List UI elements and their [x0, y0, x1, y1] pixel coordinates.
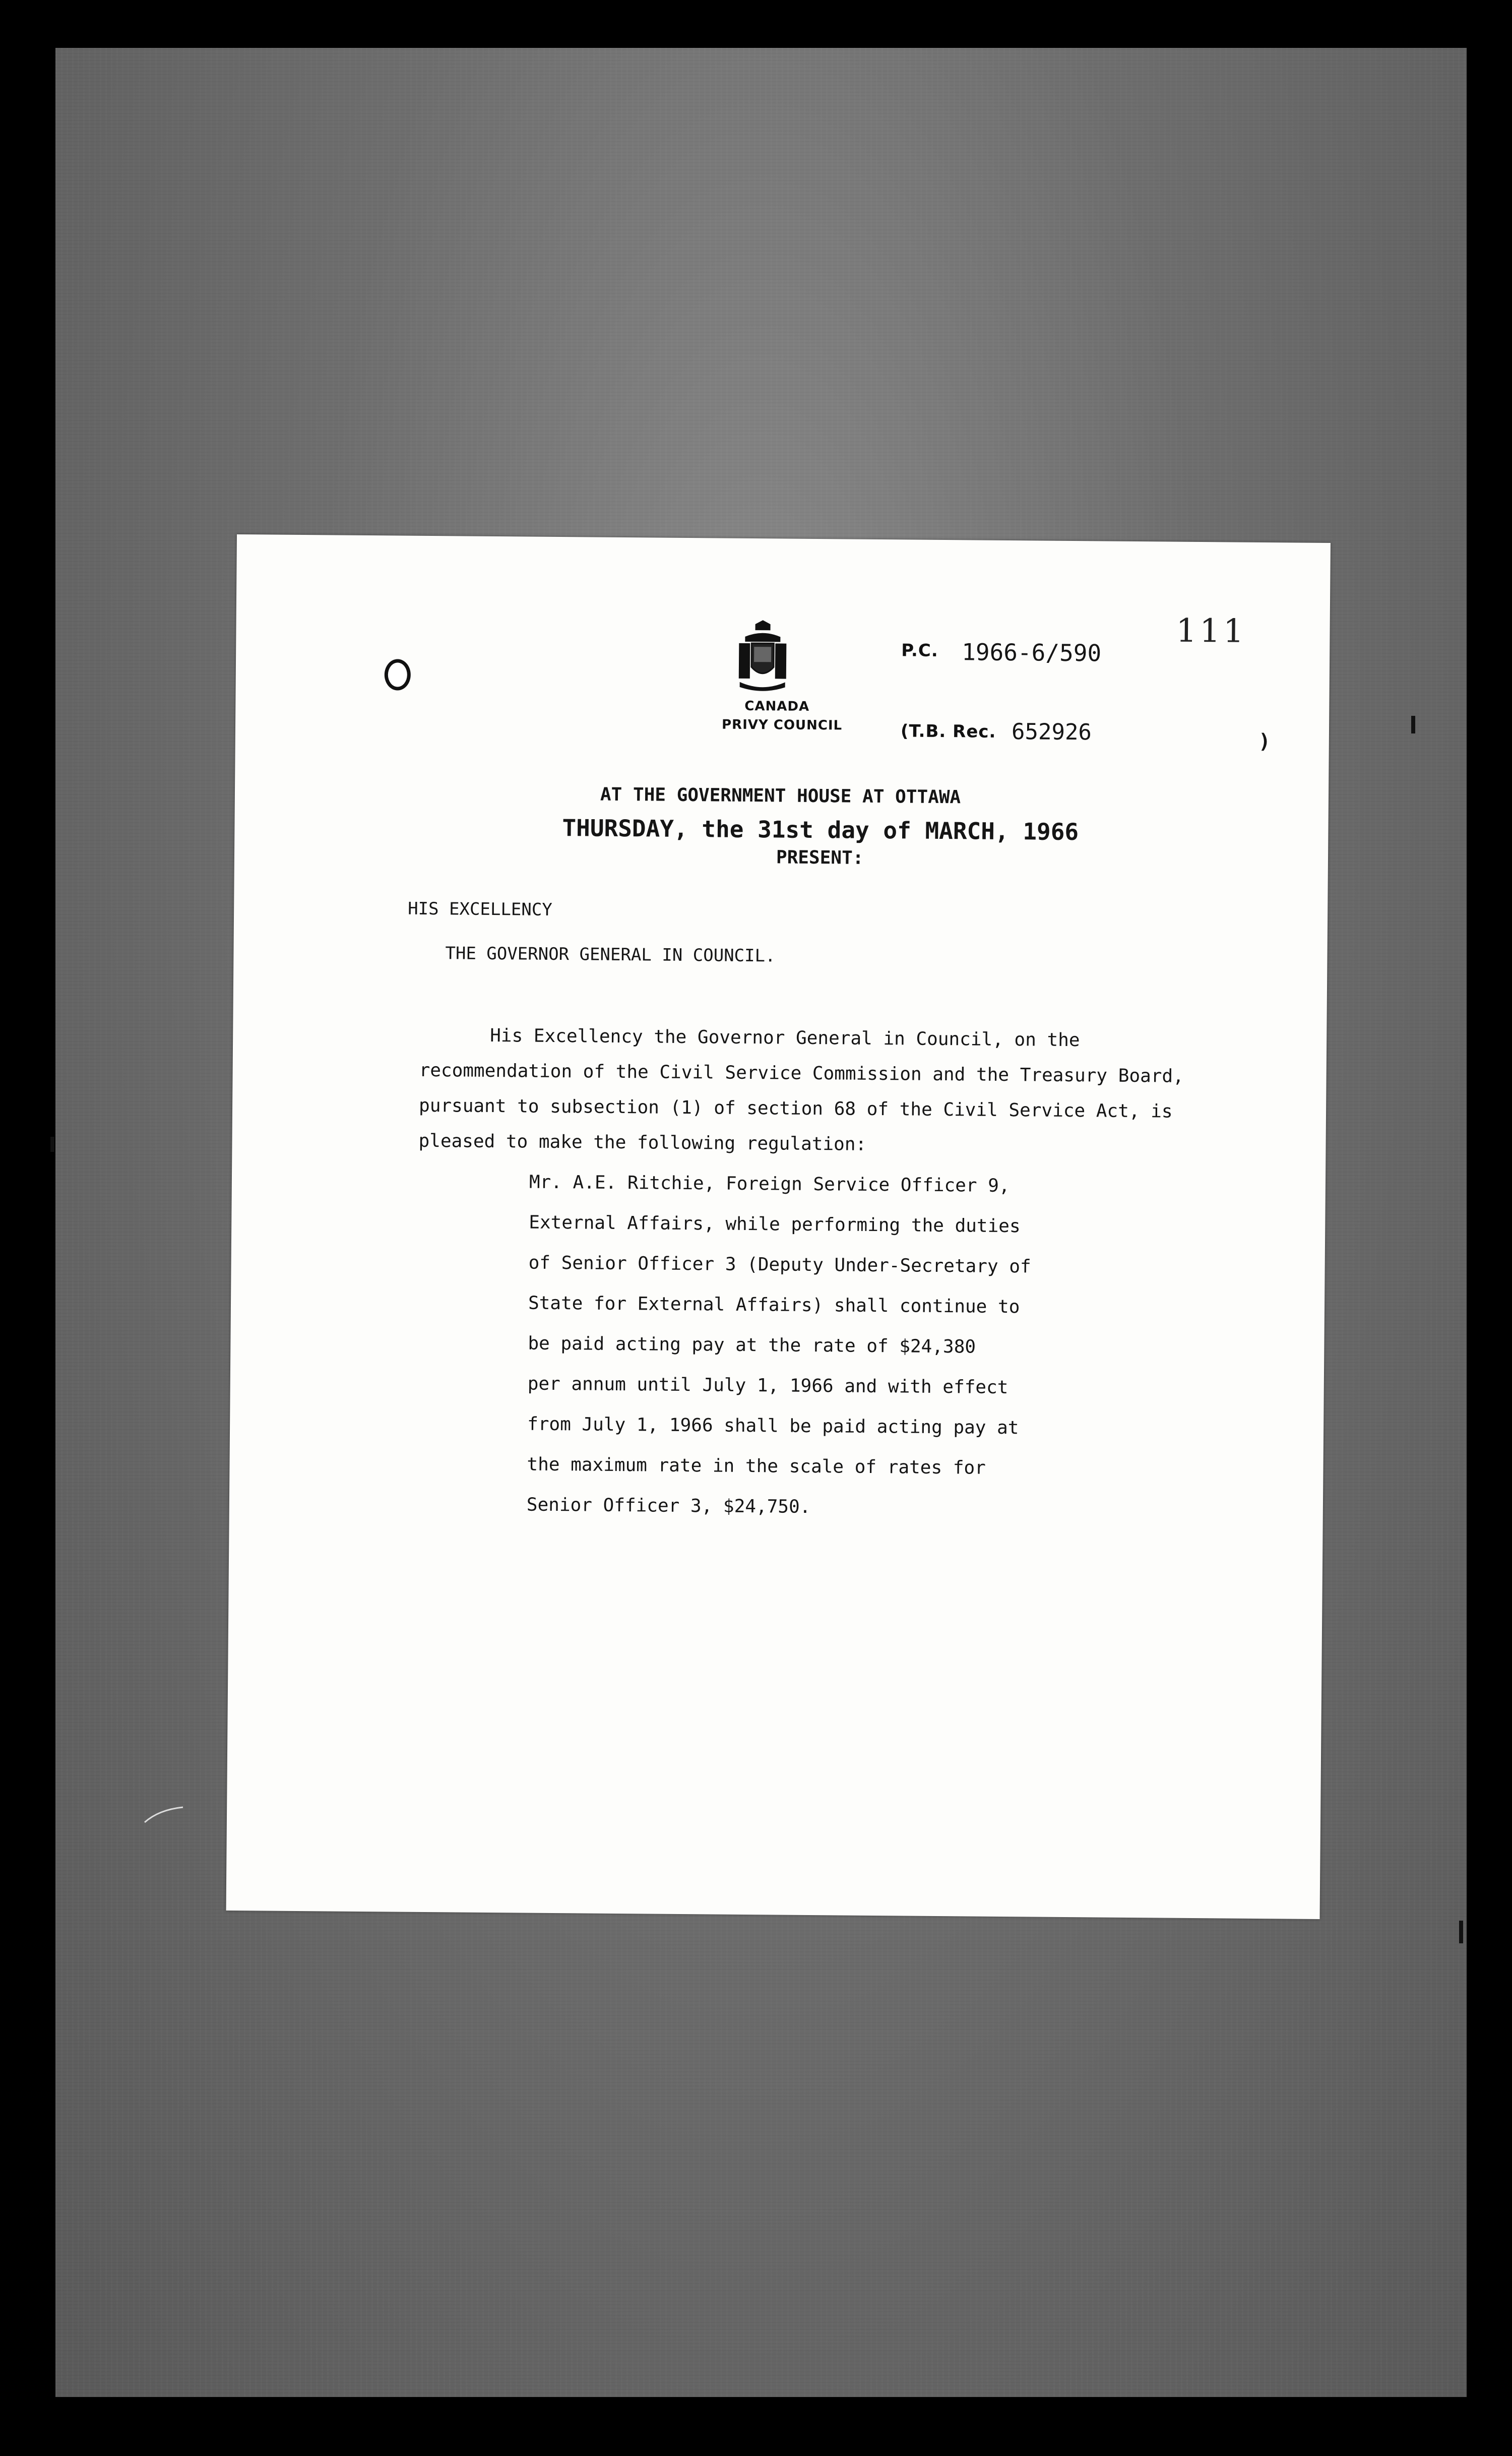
heading-present: PRESENT: — [776, 847, 864, 869]
film-scratch — [144, 1805, 184, 1825]
regulation-line: Senior Officer 3, $24,750. — [526, 1494, 811, 1517]
preamble-line: recommendation of the Civil Service Commission and the Treasury Board, — [419, 1060, 1184, 1087]
crest-office: PRIVY COUNCIL — [721, 717, 843, 733]
regulation-line: per annum until July 1, 1966 and with effect — [527, 1373, 1009, 1398]
film-mark — [50, 1137, 54, 1152]
regulation-line: be paid acting pay at the rate of $24,380 — [528, 1333, 976, 1358]
regulation-line: the maximum rate in the scale of rates for — [527, 1454, 986, 1479]
preamble-line: pleased to make the following regulation: — [418, 1130, 867, 1155]
heading-place: AT THE GOVERNMENT HOUSE AT OTTAWA — [600, 784, 961, 808]
film-mark — [1411, 716, 1415, 733]
document-page — [226, 534, 1331, 1919]
preamble-line: His Excellency the Governor General in Council, on the — [490, 1025, 1080, 1051]
tb-number: 652926 — [1011, 719, 1092, 746]
tb-label: (T.B. Rec. — [900, 721, 996, 742]
regulation-line: from July 1, 1966 shall be paid acting pay at — [527, 1414, 1019, 1439]
regulation-line: State for External Affairs) shall continue to — [528, 1293, 1020, 1318]
addressee-line1: HIS EXCELLENCY — [408, 898, 552, 920]
punch-hole — [385, 659, 411, 690]
preamble-line: pursuant to subsection (1) of section 68 of the Civil Service Act, is — [418, 1095, 1173, 1122]
tb-close-paren: ) — [1258, 729, 1271, 754]
page-number: 111 — [1176, 612, 1247, 650]
regulation-line: of Senior Officer 3 (Deputy Under-Secretary of — [528, 1252, 1031, 1277]
pc-label: P.C. — [901, 640, 938, 661]
film-mark — [1459, 1921, 1463, 1943]
canadian-coat-of-arms-icon — [735, 619, 791, 695]
heading-date: THURSDAY, the 31st day of MARCH, 1966 — [562, 814, 1079, 846]
regulation-line: External Affairs, while performing the duties — [529, 1212, 1021, 1237]
crest-country: CANADA — [744, 698, 810, 714]
regulation-line: Mr. A.E. Ritchie, Foreign Service Officer 9, — [529, 1172, 1010, 1197]
pc-number: 1966-6/590 — [962, 638, 1102, 667]
addressee-line2: THE GOVERNOR GENERAL IN COUNCIL. — [445, 943, 776, 966]
